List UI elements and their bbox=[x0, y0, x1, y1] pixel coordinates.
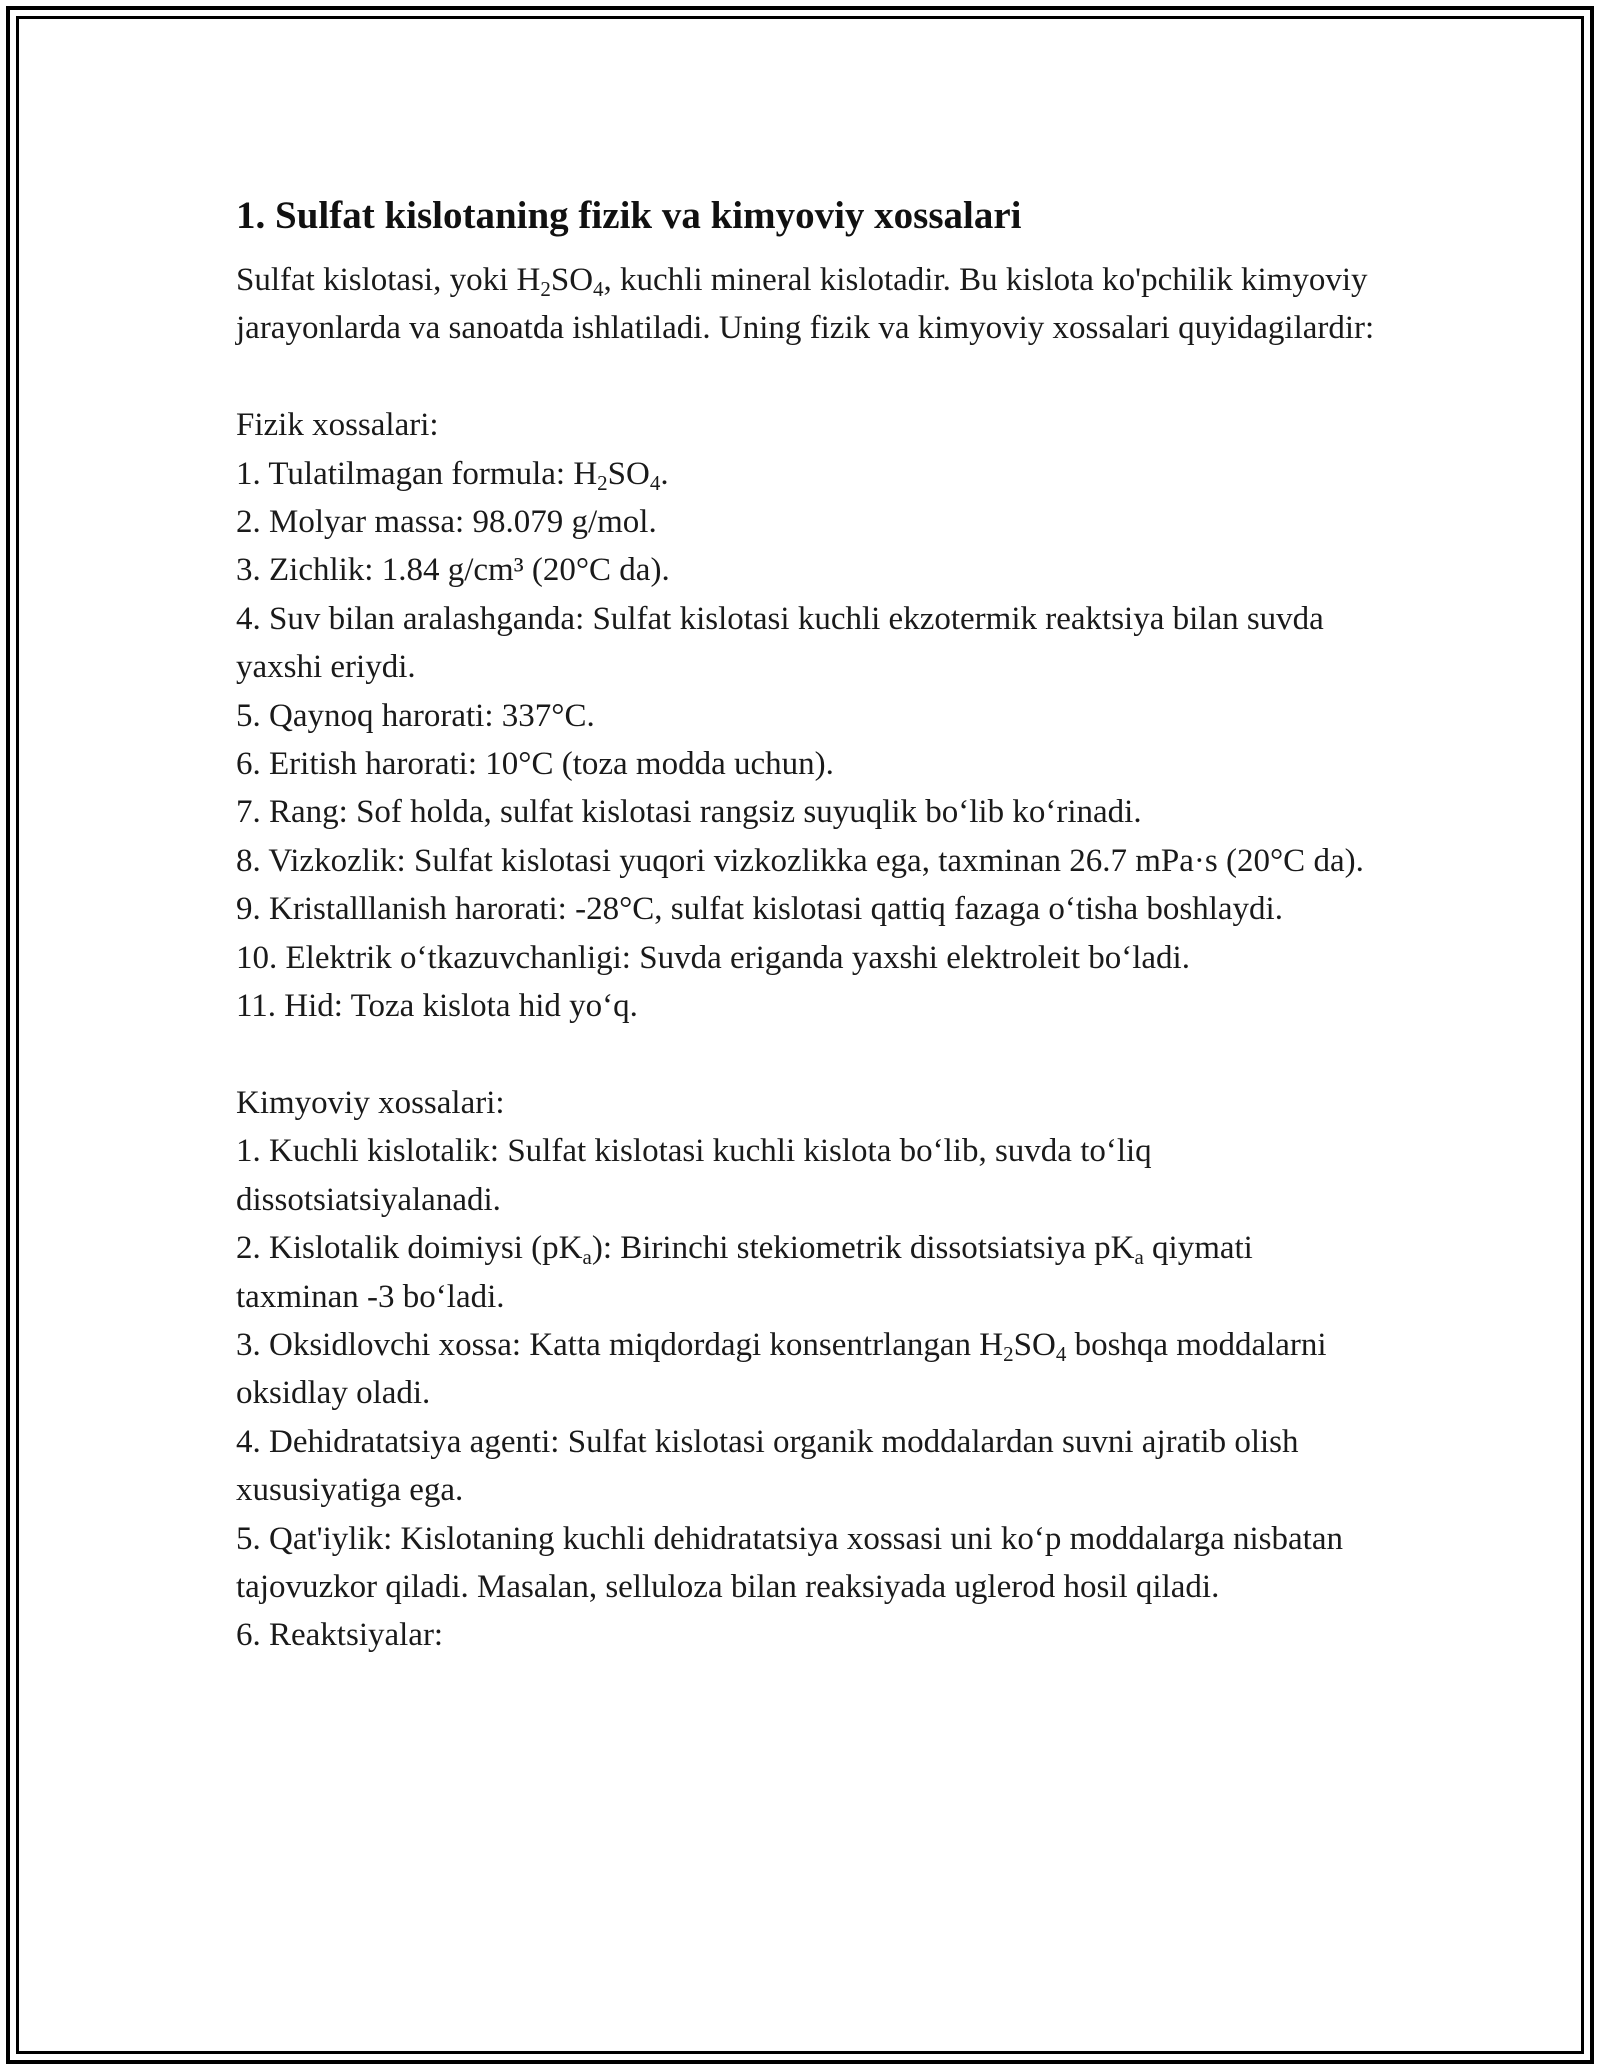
item-text: 1. Tulatilmagan formula: H bbox=[236, 455, 598, 492]
physical-item: 8. Vizkozlik: Sulfat kislotasi yuqori vizkozlikka ega, taxminan 26.7 mPa·s (20°C da). bbox=[236, 842, 1364, 879]
chemical-item: 1. Kuchli kislotalik: Sulfat kislotasi kuchli kislota bo‘lib, suvda to‘liq dissotsiatsiyalanadi. bbox=[236, 1133, 1152, 1218]
intro-paragraph bbox=[236, 256, 1376, 353]
item-text: qiymati taxminan -3 bo‘ladi. bbox=[236, 1230, 1253, 1315]
item-text: 2. Kislotalik doimiysi (pK bbox=[236, 1230, 583, 1267]
section-title: 1. Sulfat kislotaning fizik va kimyoviy xossalari bbox=[236, 194, 1022, 237]
physical-item: 7. Rang: Sof holda, sulfat kislotasi rangsiz suyuqlik bo‘lib ko‘rinadi. bbox=[236, 794, 1142, 831]
subscript: a bbox=[1134, 1245, 1144, 1270]
intro-text: , kuchli mineral kislotadir. Bu kislota ko'pchilik kimyoviy jarayonlarda va sanoatda ishlatiladi. Uning fizik va kimyoviy xossalari quyidagilardir: bbox=[236, 262, 1375, 347]
subscript: 4 bbox=[1055, 1341, 1067, 1366]
physical-item bbox=[236, 450, 1376, 498]
physical-item: 3. Zichlik: 1.84 g/cm³ (20°C da). bbox=[236, 552, 670, 589]
chemical-item: 4. Dehidratatsiya agenti: Sulfat kislotasi organik moddalardan suvni ajratib olish xususiyatiga ega. bbox=[236, 1423, 1299, 1509]
blank-line bbox=[236, 1030, 1376, 1078]
item-text: SO bbox=[607, 455, 650, 492]
chemical-heading: Kimyoviy xossalari: bbox=[236, 1084, 505, 1121]
item-text: . bbox=[660, 455, 669, 492]
subscript: a bbox=[582, 1245, 592, 1270]
chemical-item: 5. Qat'iylik: Kislotaning kuchli dehidratatsiya xossasi uni ko‘p moddalarga nisbatan tajovuzkor qiladi. Masalan, selluloza bilan reaksiyada uglerod hosil qiladi. bbox=[236, 1520, 1343, 1605]
chemical-item: 6. Reaktsiyalar: bbox=[236, 1617, 444, 1654]
item-text: 3. Oksidlovchi xossa: Katta miqdordagi konsentrlangan H bbox=[236, 1326, 1004, 1363]
physical-item: 4. Suv bilan aralashganda: Sulfat kislotasi kuchli ekzotermik reaktsiya bilan suvda yaxshi eriydi. bbox=[236, 600, 1324, 686]
subscript: 2 bbox=[540, 277, 551, 301]
physical-item: 6. Eritish harorati: 10°C (toza modda uchun). bbox=[236, 746, 834, 783]
chemical-item bbox=[236, 1321, 1376, 1418]
physical-heading: Fizik xossalari: bbox=[236, 407, 439, 444]
chemical-item bbox=[236, 1224, 1376, 1321]
intro-text: Sulfat kislotasi, yoki H bbox=[236, 262, 541, 298]
physical-item: 2. Molyar massa: 98.079 g/mol. bbox=[236, 504, 657, 541]
item-text: ): Birinchi stekiometrik dissotsiatsiya pK bbox=[591, 1230, 1135, 1267]
document-body bbox=[236, 186, 1376, 1660]
physical-item: 5. Qaynoq harorati: 337°C. bbox=[236, 697, 595, 734]
subscript: 4 bbox=[649, 470, 661, 495]
physical-item: 11. Hid: Toza kislota hid yo‘q. bbox=[236, 988, 638, 1025]
item-text: SO bbox=[1013, 1326, 1056, 1363]
subscript: 2 bbox=[1003, 1341, 1014, 1366]
blank-line bbox=[236, 353, 1376, 401]
physical-item: 10. Elektrik o‘tkazuvchanligi: Suvda eriganda yaxshi elektroleit bo‘ladi. bbox=[236, 939, 1190, 976]
subscript: 2 bbox=[597, 470, 608, 495]
intro-text: SO bbox=[550, 262, 594, 298]
subscript: 4 bbox=[593, 277, 604, 301]
physical-item: 9. Kristalllanish harorati: -28°C, sulfat kislotasi qattiq fazaga o‘tisha boshlaydi. bbox=[236, 891, 1283, 928]
item-text: boshqa moddalarni oksidlay oladi. bbox=[236, 1326, 1327, 1412]
